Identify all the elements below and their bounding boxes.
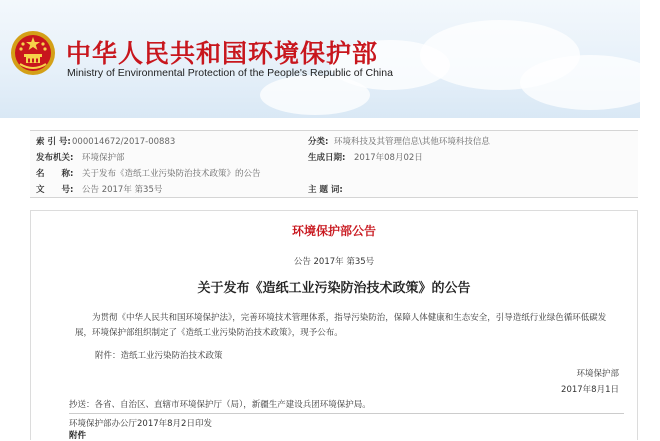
issuer-label: 发布机关: <box>36 153 74 163</box>
signing-organization: 环境保护部 <box>576 369 619 379</box>
docno-value: 公告 2017年 第35号 <box>82 185 163 195</box>
meta-row-docno <box>30 183 638 197</box>
attachment-link[interactable]: 附件：造纸工业污染防治技术政策 <box>95 351 223 361</box>
site-header <box>0 0 640 118</box>
doc-number: 公告 2017年 第35号 <box>293 257 375 267</box>
meta-row-name <box>30 167 638 181</box>
doc-title: 关于发布《造纸工业污染防治技术政策》的公告 <box>197 281 471 296</box>
name-label: 名 称: <box>36 169 74 179</box>
document-metadata <box>30 130 638 198</box>
header-cloud <box>520 55 660 110</box>
signing-date: 2017年8月1日 <box>561 385 619 395</box>
announcement-panel <box>30 210 638 440</box>
header-cloud <box>260 75 370 115</box>
name-value: 关于发布《造纸工业污染防治技术政策》的公告 <box>82 169 261 179</box>
issuer-value: 环境保护部 <box>82 153 125 163</box>
index-label: 索 引 号: <box>36 137 71 147</box>
category-value: 环境科技及其管理信息\其他环境科技信息 <box>334 137 490 147</box>
agency-title: 环境保护部公告 <box>291 224 376 238</box>
national-emblem-icon[interactable] <box>10 30 56 76</box>
doc-body: 为贯彻《中华人民共和国环境保护法》，完善环境技术管理体系，指导污染防治，保障人体健康和生态安全，引导造纸行业绿色循环低碳发展，环境保护部组织制定了《造纸工业污染防治技术政策》，现予公布。 <box>75 313 607 338</box>
attachment-heading: 附件 <box>69 431 87 441</box>
subject-label: 主 题 词: <box>308 185 343 195</box>
site-title-cn[interactable]: 中华人民共和国环境保护部 <box>66 39 379 68</box>
cc-recipients: 抄送：各省、自治区、直辖市环境保护厅（局），新疆生产建设兵团环境保护局。 <box>69 400 371 410</box>
index-value: 000014672/2017-00883 <box>72 137 176 147</box>
meta-row-index <box>30 135 638 149</box>
site-title-en: Ministry of Environmental Protection of the People's Republic of China <box>67 67 393 79</box>
docno-label: 文 号: <box>36 185 74 195</box>
date-value: 2017年08月02日 <box>354 153 423 163</box>
meta-row-issuer <box>30 151 638 165</box>
print-info: 环境保护部办公厅2017年8月2日印发 <box>69 413 624 429</box>
category-label: 分类: <box>308 137 329 147</box>
date-label: 生成日期: <box>308 153 346 163</box>
